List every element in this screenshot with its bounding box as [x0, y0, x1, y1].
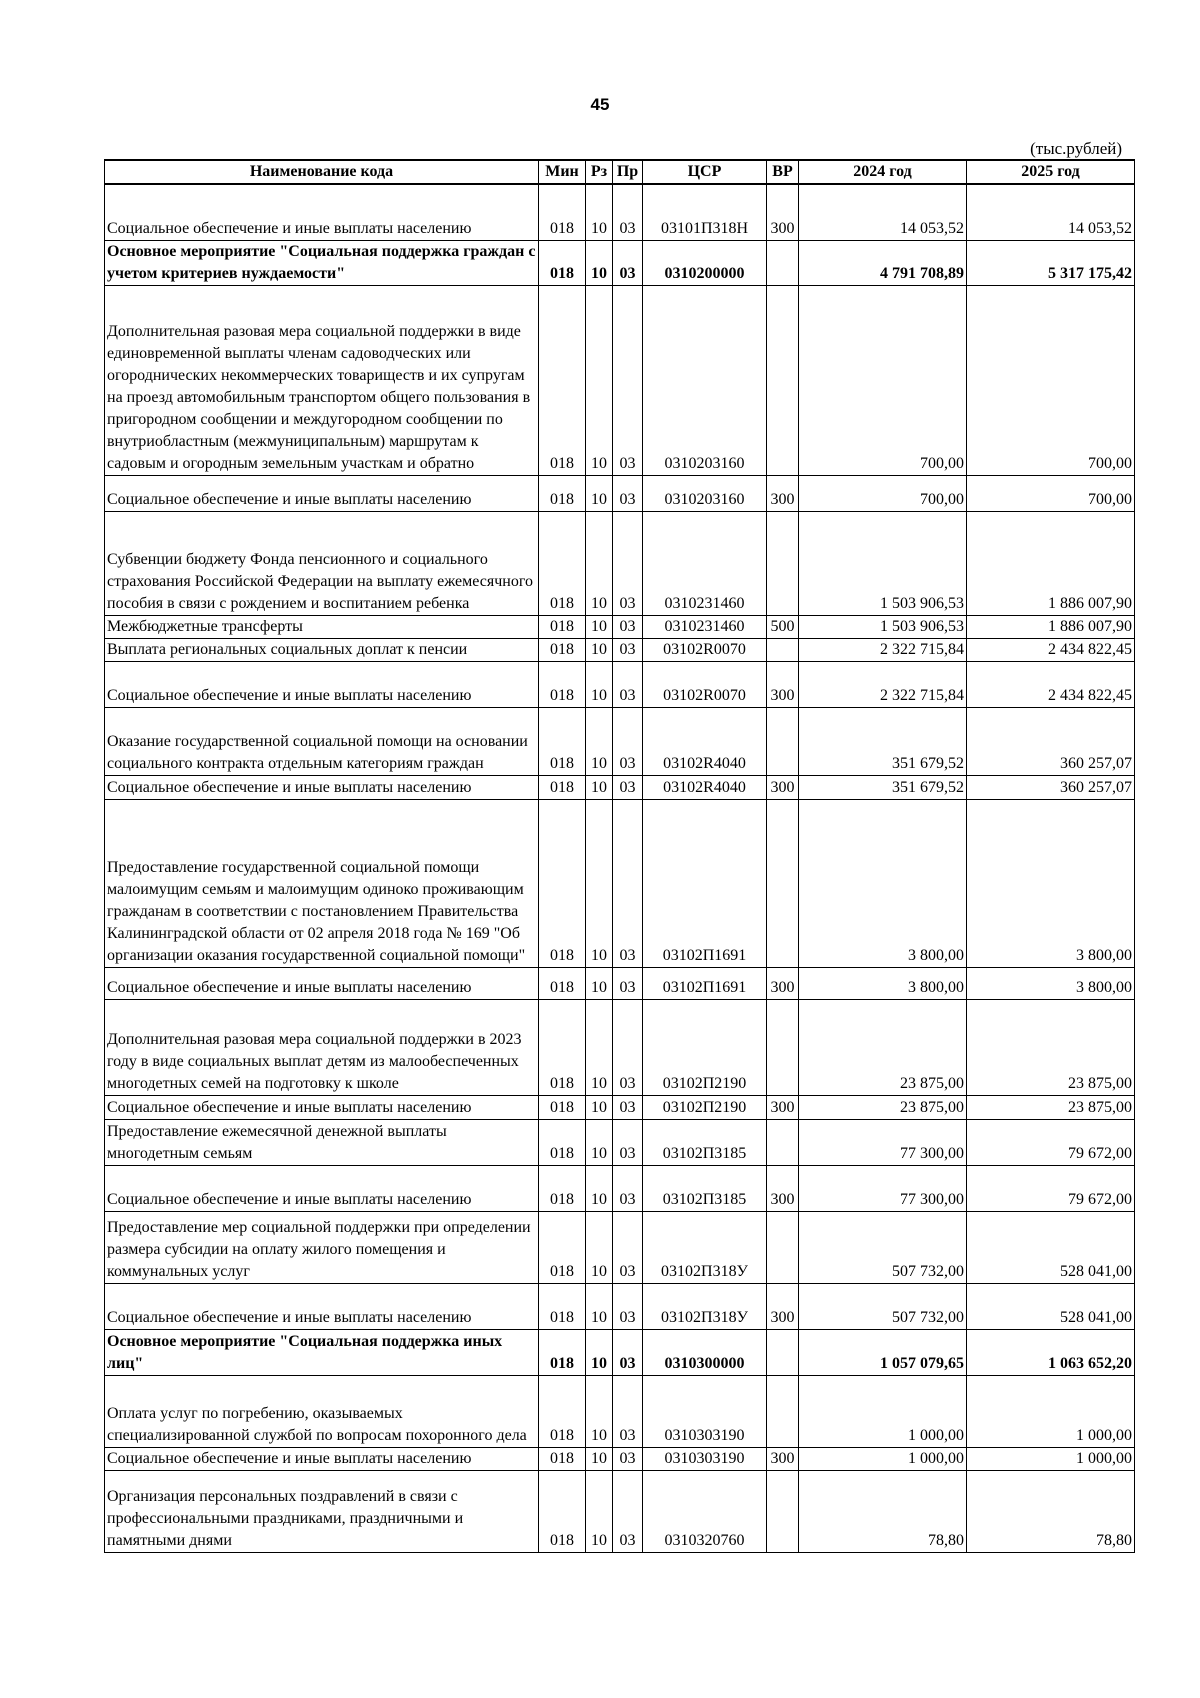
cell-rz: 10 — [586, 1283, 613, 1329]
cell-csr: 03101П318Н — [643, 184, 767, 240]
cell-2025: 360 257,07 — [967, 707, 1135, 775]
units-label: (тыс.рублей) — [1030, 139, 1122, 158]
cell-pr: 03 — [613, 638, 643, 661]
cell-csr: 0310200000 — [643, 240, 767, 285]
cell-2025: 79 672,00 — [967, 1119, 1135, 1165]
cell-2025: 700,00 — [967, 285, 1135, 475]
cell-name: Социальное обеспечение и иные выплаты населению — [105, 184, 539, 240]
cell-pr: 03 — [613, 775, 643, 799]
cell-rz: 10 — [586, 1447, 613, 1470]
cell-2024: 3 800,00 — [799, 967, 967, 999]
table-row — [105, 285, 1135, 475]
cell-rz: 10 — [586, 999, 613, 1095]
header-pr: Пр — [613, 160, 643, 184]
cell-vr: 300 — [767, 1447, 799, 1470]
table-row — [105, 999, 1135, 1095]
cell-2025: 1 000,00 — [967, 1447, 1135, 1470]
cell-name: Социальное обеспечение и иные выплаты населению — [105, 1283, 539, 1329]
cell-csr: 0310303190 — [643, 1447, 767, 1470]
cell-pr: 03 — [613, 511, 643, 615]
cell-csr: 03102R4040 — [643, 775, 767, 799]
cell-2025: 23 875,00 — [967, 999, 1135, 1095]
cell-pr: 03 — [613, 661, 643, 707]
header-2024: 2024 год — [799, 160, 967, 184]
cell-2024: 1 503 906,53 — [799, 511, 967, 615]
cell-2025: 1 063 652,20 — [967, 1329, 1135, 1375]
cell-pr: 03 — [613, 285, 643, 475]
cell-name: Организация персональных поздравлений в связи с профессиональными праздниками, праздничными и памятными днями — [105, 1470, 539, 1552]
cell-csr: 0310320760 — [643, 1470, 767, 1552]
cell-pr: 03 — [613, 615, 643, 638]
cell-min: 018 — [539, 799, 586, 967]
cell-2025: 2 434 822,45 — [967, 638, 1135, 661]
cell-min: 018 — [539, 285, 586, 475]
table-row — [105, 1447, 1135, 1470]
cell-vr: 300 — [767, 967, 799, 999]
cell-min: 018 — [539, 707, 586, 775]
cell-rz: 10 — [586, 1470, 613, 1552]
cell-2025: 360 257,07 — [967, 775, 1135, 799]
cell-rz: 10 — [586, 775, 613, 799]
budget-table — [104, 159, 1135, 1553]
cell-2025: 528 041,00 — [967, 1211, 1135, 1283]
cell-vr — [767, 1470, 799, 1552]
cell-vr: 300 — [767, 1165, 799, 1211]
cell-vr: 300 — [767, 1095, 799, 1119]
cell-min: 018 — [539, 775, 586, 799]
cell-name: Оплата услуг по погребению, оказываемых специализированной службой по вопросам похоронного дела — [105, 1375, 539, 1447]
cell-csr: 03102П2190 — [643, 1095, 767, 1119]
cell-rz: 10 — [586, 475, 613, 511]
cell-vr — [767, 240, 799, 285]
cell-vr: 500 — [767, 615, 799, 638]
table-header-row — [105, 160, 1135, 184]
cell-name: Основное мероприятие "Социальная поддержка граждан с учетом критериев нуждаемости" — [105, 240, 539, 285]
cell-name: Основное мероприятие "Социальная поддержка иных лиц" — [105, 1329, 539, 1375]
cell-min: 018 — [539, 638, 586, 661]
cell-name: Социальное обеспечение и иные выплаты населению — [105, 475, 539, 511]
cell-vr — [767, 1119, 799, 1165]
cell-vr — [767, 511, 799, 615]
table-row — [105, 240, 1135, 285]
cell-pr: 03 — [613, 1095, 643, 1119]
cell-2024: 1 503 906,53 — [799, 615, 967, 638]
cell-2024: 351 679,52 — [799, 775, 967, 799]
cell-2024: 77 300,00 — [799, 1165, 967, 1211]
cell-name: Социальное обеспечение и иные выплаты населению — [105, 1447, 539, 1470]
cell-2025: 1 886 007,90 — [967, 615, 1135, 638]
table-row — [105, 661, 1135, 707]
header-csr: ЦСР — [643, 160, 767, 184]
cell-2024: 2 322 715,84 — [799, 638, 967, 661]
header-name: Наименование кода — [105, 160, 539, 184]
cell-2025: 5 317 175,42 — [967, 240, 1135, 285]
cell-2025: 1 000,00 — [967, 1375, 1135, 1447]
cell-2025: 3 800,00 — [967, 967, 1135, 999]
cell-name: Предоставление государственной социальной помощи малоимущим семьям и малоимущим одиноко проживающим гражданам в соответствии с постановлением Правительства Калининградской области от 02 апреля 2018 года № 169 "Об организации оказания государственной социальной помощи" — [105, 799, 539, 967]
cell-vr — [767, 1211, 799, 1283]
cell-vr — [767, 799, 799, 967]
table-row — [105, 1283, 1135, 1329]
cell-name: Социальное обеспечение и иные выплаты населению — [105, 775, 539, 799]
header-min: Мин — [539, 160, 586, 184]
cell-min: 018 — [539, 240, 586, 285]
cell-2025: 528 041,00 — [967, 1283, 1135, 1329]
header-vr: ВР — [767, 160, 799, 184]
cell-2024: 1 000,00 — [799, 1375, 967, 1447]
table-row — [105, 1375, 1135, 1447]
cell-name: Социальное обеспечение и иные выплаты населению — [105, 1165, 539, 1211]
cell-min: 018 — [539, 1329, 586, 1375]
cell-min: 018 — [539, 184, 586, 240]
cell-rz: 10 — [586, 285, 613, 475]
cell-csr: 03102П3185 — [643, 1165, 767, 1211]
cell-pr: 03 — [613, 1470, 643, 1552]
cell-2024: 507 732,00 — [799, 1283, 967, 1329]
table-row — [105, 1211, 1135, 1283]
cell-vr — [767, 285, 799, 475]
cell-rz: 10 — [586, 184, 613, 240]
cell-2024: 77 300,00 — [799, 1119, 967, 1165]
cell-pr: 03 — [613, 1329, 643, 1375]
table-row — [105, 1095, 1135, 1119]
cell-pr: 03 — [613, 1375, 643, 1447]
cell-min: 018 — [539, 1211, 586, 1283]
cell-csr: 0310303190 — [643, 1375, 767, 1447]
cell-min: 018 — [539, 1447, 586, 1470]
header-rz: Рз — [586, 160, 613, 184]
cell-name: Дополнительная разовая мера социальной поддержки в 2023 году в виде социальных выплат детям из малообеспеченных многодетных семей на подготовку к школе — [105, 999, 539, 1095]
cell-name: Выплата региональных социальных доплат к пенсии — [105, 638, 539, 661]
cell-csr: 0310203160 — [643, 475, 767, 511]
cell-csr: 0310231460 — [643, 615, 767, 638]
cell-name: Дополнительная разовая мера социальной поддержки в виде единовременной выплаты членам садоводческих или огороднических некоммерческих товариществ и их супругам на проезд автомобильным транспортом общего пользования в пригородном сообщении и междугородном сообщении по внутриобластным (межмуниципальным) маршрутам к садовым и огородным земельным участкам и обратно — [105, 285, 539, 475]
table-row — [105, 799, 1135, 967]
cell-2024: 78,80 — [799, 1470, 967, 1552]
cell-pr: 03 — [613, 999, 643, 1095]
table-row — [105, 967, 1135, 999]
table-row — [105, 615, 1135, 638]
cell-min: 018 — [539, 1095, 586, 1119]
table-body — [105, 184, 1135, 1552]
cell-csr: 03102R4040 — [643, 707, 767, 775]
cell-csr: 0310231460 — [643, 511, 767, 615]
cell-min: 018 — [539, 1165, 586, 1211]
cell-name: Предоставление ежемесячной денежной выплаты многодетным семьям — [105, 1119, 539, 1165]
table-row — [105, 1470, 1135, 1552]
cell-2025: 79 672,00 — [967, 1165, 1135, 1211]
table-row — [105, 1165, 1135, 1211]
table-row — [105, 1329, 1135, 1375]
cell-rz: 10 — [586, 707, 613, 775]
cell-2024: 2 322 715,84 — [799, 661, 967, 707]
cell-vr: 300 — [767, 475, 799, 511]
cell-csr: 03102П1691 — [643, 967, 767, 999]
cell-2024: 507 732,00 — [799, 1211, 967, 1283]
cell-2025: 78,80 — [967, 1470, 1135, 1552]
cell-rz: 10 — [586, 1211, 613, 1283]
cell-rz: 10 — [586, 661, 613, 707]
cell-2024: 1 000,00 — [799, 1447, 967, 1470]
cell-pr: 03 — [613, 799, 643, 967]
cell-2024: 351 679,52 — [799, 707, 967, 775]
cell-pr: 03 — [613, 1119, 643, 1165]
cell-rz: 10 — [586, 615, 613, 638]
cell-name: Социальное обеспечение и иные выплаты населению — [105, 661, 539, 707]
cell-2024: 14 053,52 — [799, 184, 967, 240]
cell-min: 018 — [539, 661, 586, 707]
cell-rz: 10 — [586, 638, 613, 661]
cell-csr: 03102П318У — [643, 1211, 767, 1283]
table-row — [105, 707, 1135, 775]
cell-2024: 3 800,00 — [799, 799, 967, 967]
cell-csr: 03102R0070 — [643, 661, 767, 707]
cell-2025: 1 886 007,90 — [967, 511, 1135, 615]
cell-csr: 03102П318У — [643, 1283, 767, 1329]
cell-min: 018 — [539, 511, 586, 615]
cell-rz: 10 — [586, 1095, 613, 1119]
table-row — [105, 638, 1135, 661]
cell-min: 018 — [539, 1375, 586, 1447]
cell-vr — [767, 638, 799, 661]
cell-2025: 700,00 — [967, 475, 1135, 511]
cell-name: Оказание государственной социальной помощи на основании социального контракта отдельным категориям граждан — [105, 707, 539, 775]
cell-min: 018 — [539, 615, 586, 638]
cell-name: Социальное обеспечение и иные выплаты населению — [105, 1095, 539, 1119]
cell-rz: 10 — [586, 240, 613, 285]
cell-pr: 03 — [613, 1211, 643, 1283]
cell-2024: 23 875,00 — [799, 999, 967, 1095]
cell-vr: 300 — [767, 775, 799, 799]
cell-min: 018 — [539, 1283, 586, 1329]
cell-pr: 03 — [613, 707, 643, 775]
cell-2024: 1 057 079,65 — [799, 1329, 967, 1375]
cell-rz: 10 — [586, 967, 613, 999]
table-row — [105, 1119, 1135, 1165]
table-row — [105, 511, 1135, 615]
cell-pr: 03 — [613, 1447, 643, 1470]
cell-csr: 03102П1691 — [643, 799, 767, 967]
cell-2025: 2 434 822,45 — [967, 661, 1135, 707]
cell-2025: 23 875,00 — [967, 1095, 1135, 1119]
cell-vr — [767, 1329, 799, 1375]
cell-rz: 10 — [586, 1119, 613, 1165]
cell-min: 018 — [539, 475, 586, 511]
cell-pr: 03 — [613, 967, 643, 999]
cell-vr: 300 — [767, 184, 799, 240]
cell-name: Социальное обеспечение и иные выплаты населению — [105, 967, 539, 999]
page-number: 45 — [590, 95, 610, 114]
cell-min: 018 — [539, 967, 586, 999]
cell-rz: 10 — [586, 1165, 613, 1211]
cell-name: Предоставление мер социальной поддержки при определении размера субсидии на оплату жилого помещения и коммунальных услуг — [105, 1211, 539, 1283]
cell-rz: 10 — [586, 799, 613, 967]
cell-pr: 03 — [613, 184, 643, 240]
cell-vr — [767, 1375, 799, 1447]
cell-vr — [767, 999, 799, 1095]
cell-csr: 0310300000 — [643, 1329, 767, 1375]
cell-2024: 700,00 — [799, 285, 967, 475]
cell-pr: 03 — [613, 240, 643, 285]
cell-2025: 14 053,52 — [967, 184, 1135, 240]
header-2025: 2025 год — [967, 160, 1135, 184]
cell-2024: 23 875,00 — [799, 1095, 967, 1119]
cell-name: Межбюджетные трансферты — [105, 615, 539, 638]
cell-min: 018 — [539, 1119, 586, 1165]
table-row — [105, 475, 1135, 511]
cell-rz: 10 — [586, 1375, 613, 1447]
cell-csr: 03102П3185 — [643, 1119, 767, 1165]
cell-name: Субвенции бюджету Фонда пенсионного и социального страхования Российской Федерации на выплату ежемесячного пособия в связи с рождением и воспитанием ребенка — [105, 511, 539, 615]
table-row — [105, 184, 1135, 240]
cell-2024: 700,00 — [799, 475, 967, 511]
table-row — [105, 775, 1135, 799]
cell-min: 018 — [539, 999, 586, 1095]
cell-rz: 10 — [586, 511, 613, 615]
cell-csr: 0310203160 — [643, 285, 767, 475]
cell-rz: 10 — [586, 1329, 613, 1375]
cell-vr: 300 — [767, 661, 799, 707]
cell-pr: 03 — [613, 1283, 643, 1329]
cell-vr: 300 — [767, 1283, 799, 1329]
cell-min: 018 — [539, 1470, 586, 1552]
cell-2024: 4 791 708,89 — [799, 240, 967, 285]
cell-pr: 03 — [613, 475, 643, 511]
cell-csr: 03102R0070 — [643, 638, 767, 661]
cell-pr: 03 — [613, 1165, 643, 1211]
cell-2025: 3 800,00 — [967, 799, 1135, 967]
cell-vr — [767, 707, 799, 775]
cell-csr: 03102П2190 — [643, 999, 767, 1095]
